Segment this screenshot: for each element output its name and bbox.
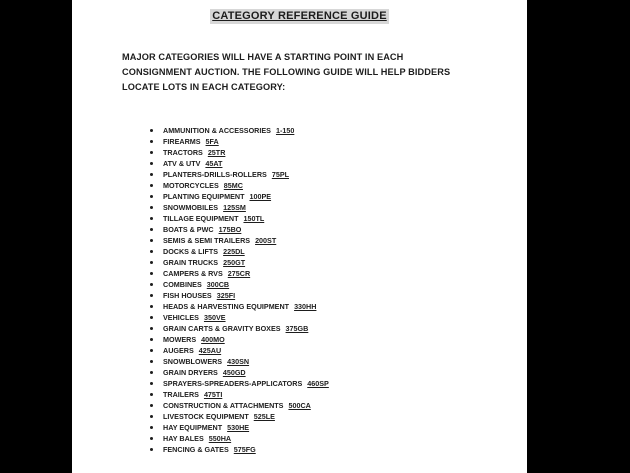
bullet-icon [150,151,153,154]
bullet-icon [150,327,153,330]
bullet-icon [150,448,153,451]
category-list-item [72,246,527,257]
bullet-icon [150,206,153,209]
category-list-item [72,345,527,356]
category-code: 100PE [249,192,272,201]
category-code: 475TI [203,390,223,399]
category-code: 460SP [307,379,329,388]
category-label: TILLAGE EQUIPMENT [163,214,239,223]
category-label: MOWERS [163,335,197,344]
category-code: 550HA [208,434,232,443]
category-list-item [72,191,527,202]
document-page [72,0,527,473]
category-list-item [72,422,527,433]
category-code: 75PL [271,170,290,179]
category-list-item [72,367,527,378]
category-list-item [72,213,527,224]
bullet-icon [150,162,153,165]
bullet-icon [150,404,153,407]
category-code: 25TR [207,148,226,157]
category-label: DOCKS & LIFTS [163,247,219,256]
category-code: 430SN [227,357,250,366]
category-code: 325FI [216,291,236,300]
category-list-item [72,378,527,389]
category-list-item [72,356,527,367]
category-code: 400MO [201,335,225,344]
category-label: SEMIS & SEMI TRAILERS [163,236,251,245]
category-code: 45AT [205,159,223,168]
category-label: PLANTING EQUIPMENT [163,192,245,201]
category-list [72,125,527,455]
category-label: SNOWMOBILES [163,203,219,212]
category-code: 85MC [223,181,243,190]
category-code: 275CR [227,269,251,278]
bullet-icon [150,283,153,286]
category-label: COMBINES [163,280,202,289]
bullet-icon [150,426,153,429]
category-list-item [72,268,527,279]
bullet-icon [150,195,153,198]
category-list-item [72,334,527,345]
category-label: ATV & UTV [163,159,201,168]
category-code: 375GB [285,324,309,333]
category-list-item [72,169,527,180]
bullet-icon [150,371,153,374]
bullet-icon [150,272,153,275]
bullet-icon [150,261,153,264]
category-list-item [72,235,527,246]
bullet-icon [150,305,153,308]
category-label: TRAILERS [163,390,199,399]
category-label: FISH HOUSES [163,291,212,300]
bullet-icon [150,239,153,242]
category-code: 250GT [223,258,246,267]
category-list-item [72,136,527,147]
bullet-icon [150,393,153,396]
category-list-item [72,147,527,158]
page-title: CATEGORY REFERENCE GUIDE [212,10,387,22]
category-list-item [72,158,527,169]
title-row [72,7,527,24]
intro-line: CONSIGNMENT AUCTION. THE FOLLOWING GUIDE WILL HELP BIDDERS [122,67,451,77]
category-list-item [72,202,527,213]
category-label: TRACTORS [163,148,203,157]
category-label: FIREARMS [163,137,201,146]
bullet-icon [150,349,153,352]
category-list-item [72,400,527,411]
category-label: MOTORCYCLES [163,181,219,190]
intro-line: MAJOR CATEGORIES WILL HAVE A STARTING POINT IN EACH [122,52,404,62]
bullet-icon [150,360,153,363]
bullet-icon [150,294,153,297]
category-label: SPRAYERS-SPREADERS-APPLICATORS [163,379,303,388]
intro-line: LOCATE LOTS IN EACH CATEGORY: [122,82,286,92]
category-list-item [72,279,527,290]
category-label: PLANTERS-DRILLS-ROLLERS [163,170,267,179]
category-code: 175BO [218,225,242,234]
bullet-icon [150,173,153,176]
category-list-item [72,323,527,334]
category-label: HEADS & HARVESTING EQUIPMENT [163,302,290,311]
category-code: 5FA [205,137,219,146]
category-list-item [72,389,527,400]
category-code: 350VE [203,313,226,322]
category-list-item [72,433,527,444]
category-code: 425AU [198,346,222,355]
category-code: 330HH [294,302,317,311]
bullet-icon [150,217,153,220]
category-list-item [72,257,527,268]
bullet-icon [150,415,153,418]
category-label: GRAIN CARTS & GRAVITY BOXES [163,324,281,333]
category-label: CAMPERS & RVS [163,269,223,278]
category-list-item [72,290,527,301]
category-label: SNOWBLOWERS [163,357,223,366]
bullet-icon [150,316,153,319]
category-code: 125SM [223,203,246,212]
category-code: 525LE [253,412,275,421]
category-list-item [72,180,527,191]
category-code: 450GD [222,368,246,377]
bullet-icon [150,140,153,143]
category-code: 150TL [243,214,265,223]
category-label: GRAIN DRYERS [163,368,218,377]
category-label: VEHICLES [163,313,199,322]
category-list-item [72,411,527,422]
category-label: HAY EQUIPMENT [163,423,223,432]
category-label: GRAIN TRUCKS [163,258,219,267]
intro-paragraph [122,50,450,95]
category-label: HAY BALES [163,434,204,443]
bullet-icon [150,437,153,440]
category-list-item [72,444,527,455]
category-list-item [72,125,527,136]
bullet-icon [150,382,153,385]
category-code: 225DL [223,247,245,256]
category-list-item [72,224,527,235]
bullet-icon [150,250,153,253]
category-label: AUGERS [163,346,194,355]
category-label: CONSTRUCTION & ATTACHMENTS [163,401,284,410]
category-code: 200ST [255,236,277,245]
category-list-item [72,301,527,312]
category-code: 1-150 [275,126,295,135]
category-list-item [72,312,527,323]
category-label: FENCING & GATES [163,445,229,454]
category-label: BOATS & PWC [163,225,214,234]
category-code: 530HE [227,423,250,432]
category-code: 300CB [206,280,230,289]
category-code: 500CA [288,401,311,410]
bullet-icon [150,228,153,231]
category-label: AMMUNITION & ACCESSORIES [163,126,271,135]
category-label: LIVESTOCK EQUIPMENT [163,412,249,421]
bullet-icon [150,184,153,187]
category-code: 575FG [233,445,256,454]
bullet-icon [150,129,153,132]
bullet-icon [150,338,153,341]
